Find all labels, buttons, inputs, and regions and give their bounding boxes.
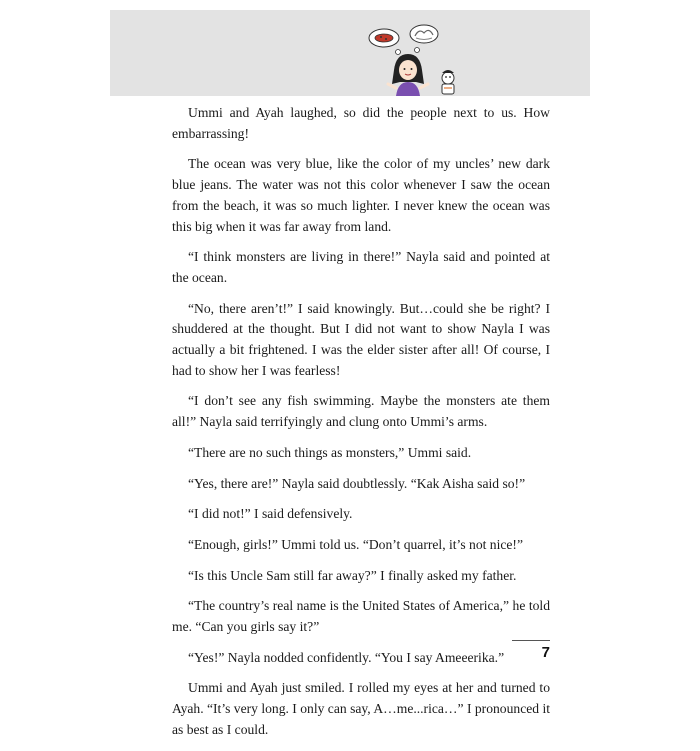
paragraph: “The country’s real name is the United States of America,” he told me. “Can you girls say it?” xyxy=(172,598,550,635)
page-number: 7 xyxy=(541,644,550,661)
paragraph: The ocean was very blue, like the color of my uncles’ new dark blue jeans. The water was not this color whenever I saw the ocean from the beach, it was so much lighter. I never knew the ocean was this big when it was far away from land. xyxy=(172,156,550,234)
paragraph: “There are no such things as monsters,” Ummi said. xyxy=(188,444,472,460)
paragraph: Ummi and Ayah laughed, so did the people next to us. How embarrassing! xyxy=(172,105,550,141)
page-number-rule xyxy=(512,640,550,641)
paragraph: “Yes, there are!” Nayla said doubtlessly. “Kak Aisha said so!” xyxy=(188,475,526,491)
paragraph: “Yes!” Nayla nodded confidently. “You I say Ameeerika.” xyxy=(188,649,505,665)
girl-thinking-icon xyxy=(362,10,472,96)
paragraph: “I don’t see any fish swimming. Maybe the monsters ate them all!” Nayla said terrifyingly and clung onto Ummi’s arms. xyxy=(172,393,550,430)
header-band xyxy=(110,10,590,96)
story-text xyxy=(172,103,550,751)
paragraph: “Enough, girls!” Ummi told us. “Don’t quarrel, it’s not nice!” xyxy=(188,536,523,552)
paragraph: “I think monsters are living in there!” Nayla said and pointed at the ocean. xyxy=(172,249,550,285)
paragraph: “No, there aren’t!” I said knowingly. But…could she be right? I shuddered at the thought. But I did not want to show Nayla I was actually a bit frightened. I was the elder sister after all! Of course, I had to show her I was fearless! xyxy=(172,300,550,378)
paragraph: Ummi and Ayah just smiled. I rolled my eyes at her and turned to Ayah. “It’s very long. I only can say, A…me...rica…” I pronounced it as best as I could. xyxy=(172,680,551,737)
paragraph: “Is this Uncle Sam still far away?” I finally asked my father. xyxy=(188,567,517,583)
paragraph: “I did not!” I said defensively. xyxy=(188,506,353,522)
